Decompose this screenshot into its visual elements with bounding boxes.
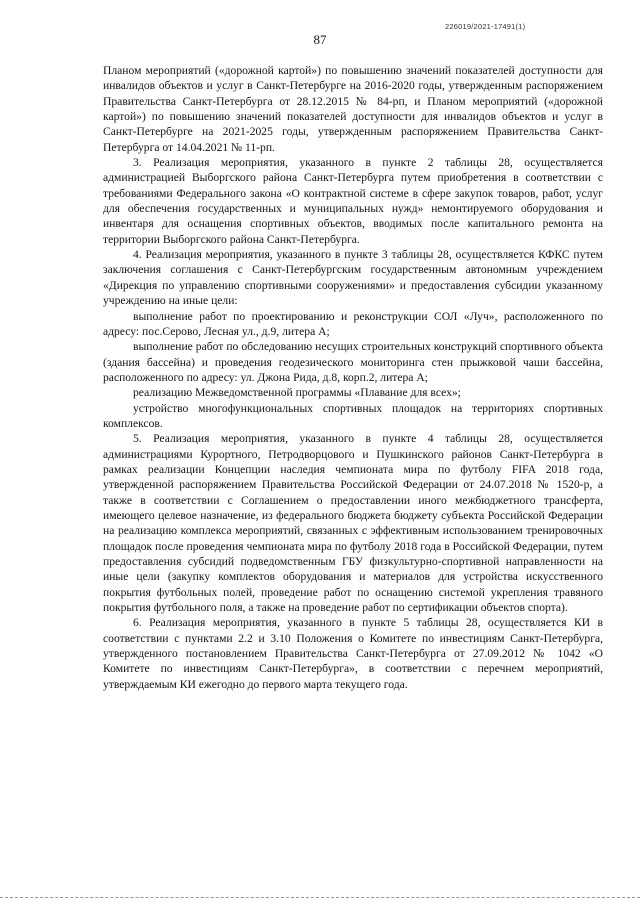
paragraph-item-5: 5. Реализация мероприятия, указанного в пункте 4 таблицы 28, осуществляется администрациями Курортного, Петродворцового и Пушкинского районов Санкт-Петербурга в рамках реализации Концепции наследия чемпионата мира по футболу FIFA 2018 года, утвержденной распоряжением Правительства Российской Федерации от 24.07.2018 № 1520-р, а также в соответствии с Соглашением о предоставлении иного межбюджетного трансферта, имеющего целевое назначение, из федерального бюджета бюджету субъекта Российской Федерации на реализацию комплекса мероприятий, связанных с эффективным использованием тренировочных площадок после проведения чемпионата мира по футболу 2018 года в Российской Федерации, путем предоставления субсидий подведомственным ГБУ физкультурно-спортивной направленности на иные цели (закупку комплектов оборудования и материалов для устройства искусственного покрытия футбольных полей, проведение работ по оснащению системой укрепления травяного покрытия футбольного поля, а также на проведение работ по сертификации объектов спорта). — [103, 432, 603, 615]
document-id: 226019/2021-17491(1) — [445, 22, 526, 31]
document-body — [103, 63, 603, 692]
paragraph-item-6: 6. Реализация мероприятия, указанного в пункте 5 таблицы 28, осуществляется КИ в соответствии с пунктами 2.2 и 3.10 Положения о Комитете по инвестициям Санкт-Петербурга, утвержденного постановлением Правительства Санкт-Петербурга от 27.09.2012 № 1042 «О Комитете по инвестициям Санкт-Петербурга», в соответствии с перечнем мероприятий, утверждаемым КИ ежегодно до первого марта текущего года. — [103, 616, 603, 691]
paragraph-subitem-sol-luch: выполнение работ по проектированию и реконструкции СОЛ «Луч», расположенного по адресу: пос.Серово, Лесная ул., д.9, литера А; — [103, 309, 603, 338]
paragraph-item-4: 4. Реализация мероприятия, указанного в пункте 3 таблицы 28, осуществляется КФКС путем заключения соглашения с Санкт-Петербургским государственным автономным учреждением «Дирекция по управлению спортивными сооружениями» и предоставления субсидии указанному учреждению на иные цели: — [103, 248, 603, 308]
paragraph-subitem-pool-survey: выполнение работ по обследованию несущих строительных конструкций спортивного объекта (здания бассейна) и проведения геодезического мониторинга стен прыжковой чаши бассейна, расположенного по адресу: ул. Джона Рида, д.8, корп.2, литера А; — [103, 340, 603, 384]
page-number: 87 — [313, 32, 327, 47]
page-bottom-edge — [0, 897, 640, 898]
paragraph-subitem-sports-grounds: устройство многофункциональных спортивных площадок на территориях спортивных комплексов. — [103, 401, 603, 430]
paragraph-subitem-swimming-program: реализацию Межведомственной программы «Плавание для всех»; — [133, 386, 461, 400]
paragraph-continuation: Планом мероприятий («дорожной картой») по повышению значений показателей доступности для инвалидов объектов и услуг в Санкт-Петербурге на 2016-2020 годы, утвержденным распоряжением Правительства Санкт-Петербурга от 28.12.2015 № 84-рп, и Планом мероприятий («дорожной картой») по повышению значений показателей доступности для инвалидов объектов и услуг в Санкт-Петербурге на 2021-2025 годы, утвержденным распоряжением Правительства Санкт-Петербурга от 14.04.2021 № 11-рп. — [103, 64, 603, 154]
paragraph-item-3: 3. Реализация мероприятия, указанного в пункте 2 таблицы 28, осуществляется администрацией Выборгского района Санкт-Петербурга путем приобретения в соответствии с требованиями Федерального закона «О контрактной системе в сфере закупок товаров, работ, услуг для обеспечения государственных и муниципальных нужд» немонтируемого оборудования и инвентаря для оснащения спортивных объектов, вводимых после капитального ремонта на территории Выборгского района Санкт-Петербурга. — [103, 156, 603, 246]
